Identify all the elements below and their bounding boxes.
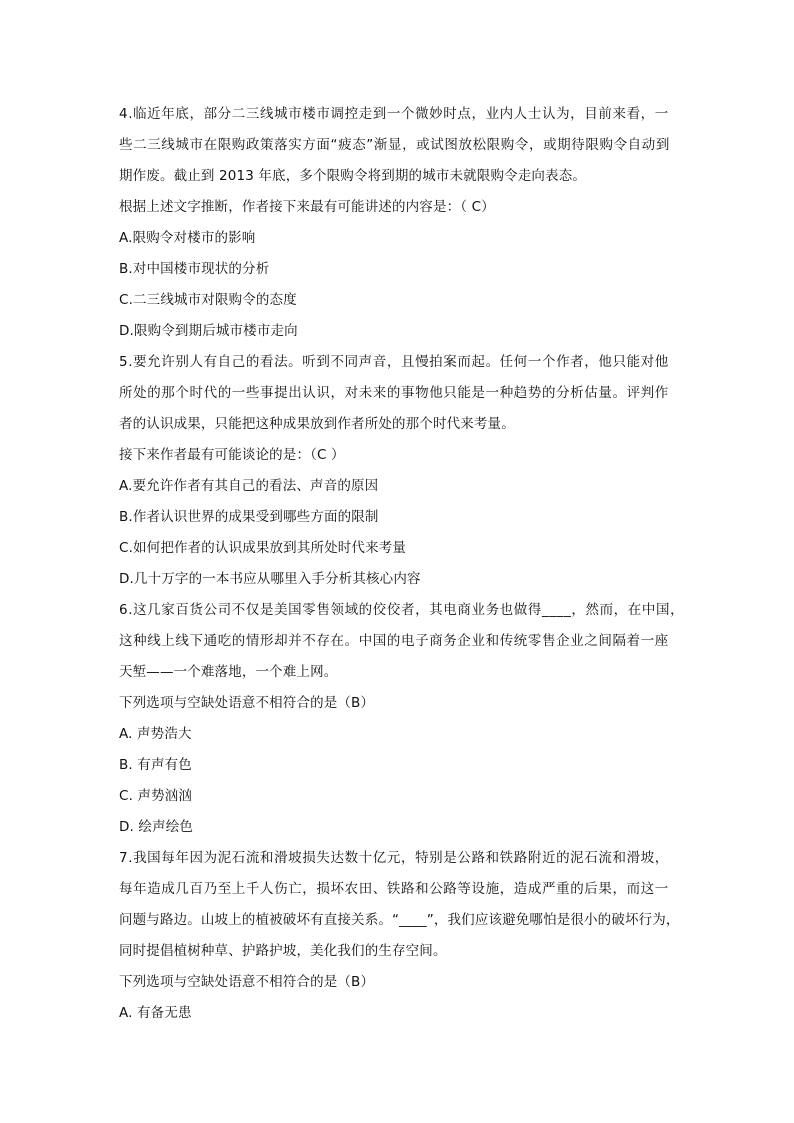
q6-option-d: D. 绘声绘色: [119, 819, 194, 835]
q5-option-c: C.如何把作者的认识成果放到其所处时代来考量: [119, 540, 407, 556]
q6-option-a: A. 声势浩大: [119, 726, 192, 742]
q5-option-b: B.作者认识世界的成果受到哪些方面的限制: [119, 509, 379, 525]
q4-question: 根据上述文字推断，作者接下来最有可能讲述的内容是：（ C）: [119, 199, 495, 215]
q6-option-c: C. 声势汹汹: [119, 788, 193, 804]
q6-option-b: B. 有声有色: [119, 757, 192, 773]
q5-text-line-1: 5.要允许别人有自己的看法。听到不同声音，且慢拍案而起。任何一个作者，他只能对他: [119, 354, 669, 370]
q5-question: 接下来作者最有可能谈论的是：（C ）: [119, 447, 345, 463]
q4-text-line-1: 4.临近年底，部分二三线城市楼市调控走到一个微妙时点，业内人士认为，目前来看，一: [119, 106, 669, 122]
q5-text-line-3: 者的认识成果，只能把这种成果放到作者所处的那个时代来考量。: [119, 416, 515, 432]
q7-question: 下列选项与空缺处语意不相符合的是（B）: [119, 974, 375, 990]
q6-text-line-3: 天堑——一个难落地，一个难上网。: [119, 664, 338, 680]
q4-option-d: D.限购令到期后城市楼市走向: [119, 323, 298, 339]
q7-text-line-4: 同时提倡植树种草、护路护坡，美化我们的生存空间。: [119, 943, 447, 959]
q4-text-line-2: 些二三线城市在限购政策落实方面“疲态”渐显，或试图放松限购令，或期待限购令自动到: [119, 137, 670, 153]
q4-option-b: B.对中国楼市现状的分析: [119, 261, 270, 277]
q7-text-line-3: 问题与路边。山坡上的植被破坏有直接关系。“____”，我们应该避免哪怕是很小的破坏行为，: [119, 912, 680, 928]
q6-text-line-1: 6.这几家百货公司不仅是美国零售领域的佼佼者，其电商业务也做得____，然而，在中国，: [119, 602, 685, 618]
q4-option-a: A.限购令对楼市的影响: [119, 230, 256, 246]
q6-text-line-2: 这种线上线下通吃的情形却并不存在。中国的电子商务企业和传统零售企业之间隔着一座: [119, 633, 669, 649]
q7-text-line-2: 每年造成几百乃至上千人伤亡，损坏农田、铁路和公路等设施，造成严重的后果，而这一: [119, 881, 669, 897]
q7-option-a: A. 有备无患: [119, 1005, 192, 1021]
q4-text-line-3: 期作废。截止到 2013 年底，多个限购令将到期的城市未就限购令走向表态。: [119, 168, 586, 184]
q4-option-c: C.二三线城市对限购令的态度: [119, 292, 297, 308]
q5-option-d: D.几十万字的一本书应从哪里入手分析其核心内容: [119, 571, 421, 587]
q6-question: 下列选项与空缺处语意不相符合的是（B）: [119, 695, 375, 711]
q5-text-line-2: 所处的那个时代的一些事提出认识，对未来的事物他只能是一种趋势的分析估量。评判作: [119, 385, 669, 401]
q7-text-line-1: 7.我国每年因为泥石流和滑坡损失达数十亿元，特别是公路和铁路附近的泥石流和滑坡，: [119, 850, 669, 866]
document-body: [119, 99, 685, 1029]
q5-option-a: A.要允许作者有其自己的看法、声音的原因: [119, 478, 379, 494]
